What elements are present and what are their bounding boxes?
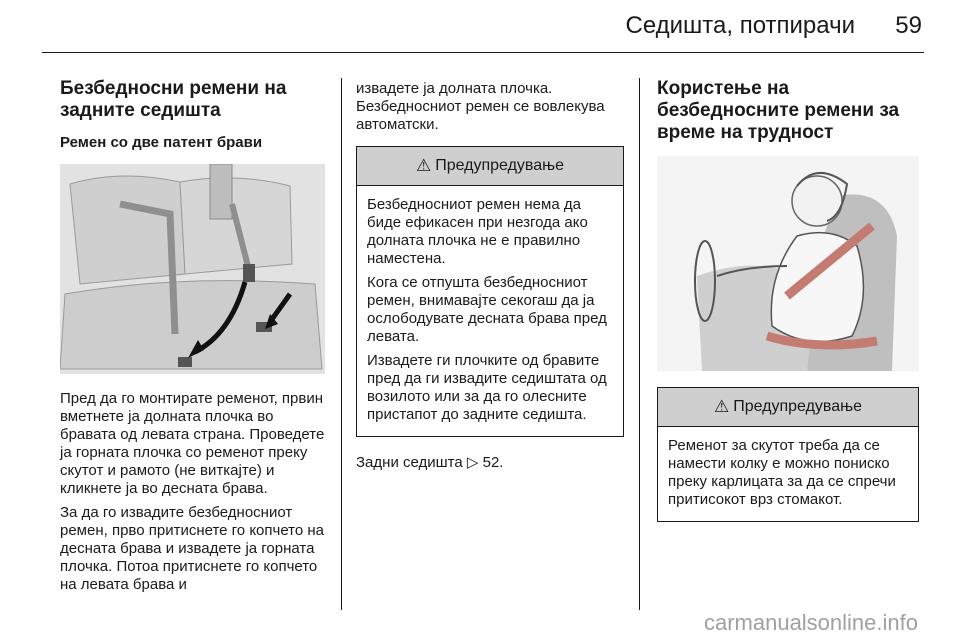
page-number: 59 xyxy=(895,12,922,39)
column-divider-1 xyxy=(341,78,342,610)
cross-reference-text: Задни седишта xyxy=(356,454,463,471)
header-divider xyxy=(42,52,924,53)
paragraph-fastening: Пред да го монтирате ременот, првин вметнете ја долната плочка во бравата од левата страна. Проведете ја горната плочка со ременот преку скутот и рамото (не виткајте) и кликнете ја во десната брава. xyxy=(60,390,325,497)
warning-title: Предупредување xyxy=(435,157,565,174)
cross-reference-page: 52. xyxy=(482,454,504,471)
warning-header xyxy=(658,388,918,427)
warning-header xyxy=(357,147,623,186)
section-heading-pregnancy: Користење на безбедносните ремени за време на трудност xyxy=(657,78,900,143)
column-2 xyxy=(356,70,624,471)
page-section-title: Седишта, потпирачи xyxy=(625,12,855,39)
warning-paragraph: Безбедносниот ремен нема да биде ефикасен при незгода ако долната плочка не е правилно наместена. xyxy=(367,196,588,267)
warning-triangle-icon: ⚠ xyxy=(415,156,432,175)
pregnant-driver-illustration xyxy=(657,156,919,371)
column-1 xyxy=(60,70,328,600)
warning-paragraph: Кога се отпушта безбедносниот ремен, внимавајте секогаш да ја ослободувате десната брава пред левата. xyxy=(367,274,607,345)
warning-box-belt xyxy=(356,146,624,437)
watermark: carmanualsonline.info xyxy=(703,610,918,635)
subsection-heading-two-buckle-belt: Ремен со две патент брави xyxy=(60,134,263,151)
cross-reference[interactable] xyxy=(356,453,624,471)
warning-body xyxy=(357,186,623,436)
warning-title: Предупредување xyxy=(733,398,863,415)
paragraph-continued: извадете ја долната плочка. Безбедносниот ремен се вовлекува автоматски. xyxy=(356,80,605,133)
column-divider-2 xyxy=(639,78,640,610)
warning-body xyxy=(658,427,918,521)
warning-paragraph: Ременот за скутот треба да се намести колку е можно пониско преку карлицата за да се спречи притисокот врз стомакот. xyxy=(668,437,896,508)
warning-box-pregnancy xyxy=(657,387,919,522)
section-heading-rear-seat-belts: Безбедносни ремени на задните седишта xyxy=(60,78,287,121)
warning-paragraph: Извадете ги плочките од бравите пред да ги извадите седиштата од возилото или за да го олесните пристапот до задните седишта. xyxy=(367,352,607,423)
paragraph-unfastening: За да го извадите безбедносниот ремен, прво притиснете го копчето на десната брава и извадете ја горната плочка. Потоа притиснете го копчето на левата брава и xyxy=(60,504,325,593)
cross-reference-arrow-icon: ▷ xyxy=(466,454,479,471)
warning-triangle-icon: ⚠ xyxy=(713,397,730,416)
column-3 xyxy=(657,70,919,538)
rear-seat-belt-illustration xyxy=(60,164,325,374)
